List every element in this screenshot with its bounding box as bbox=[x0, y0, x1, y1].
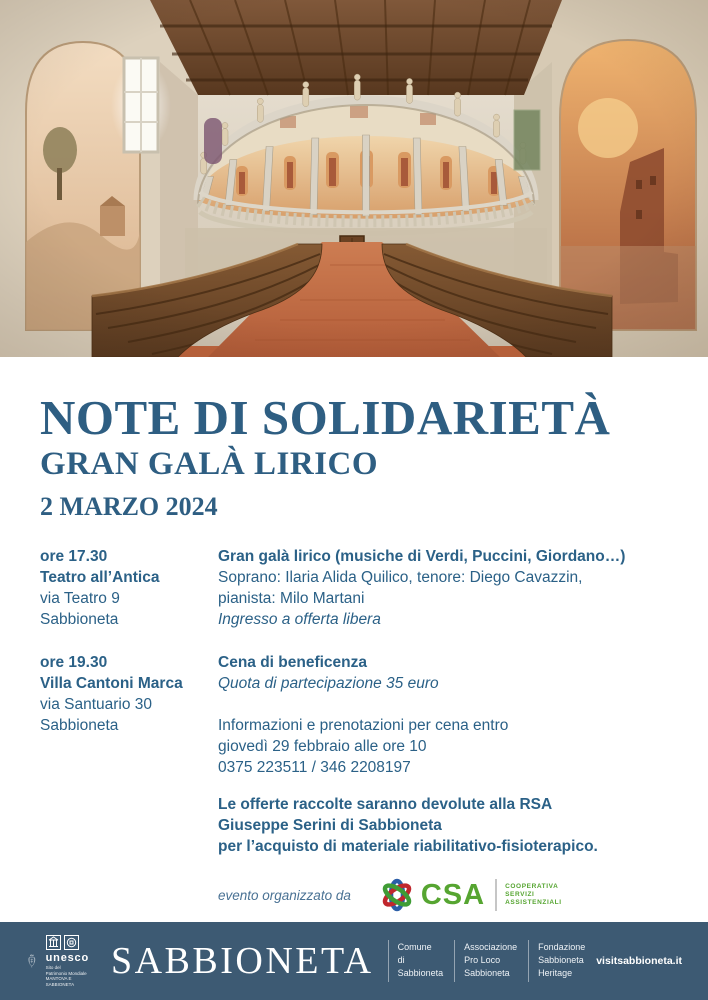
website-url: visitsabbioneta.it bbox=[596, 955, 682, 967]
csa-logo bbox=[379, 877, 562, 913]
city-crest-icon bbox=[28, 937, 36, 985]
csa-divider bbox=[495, 879, 497, 911]
event1-desc2: pianista: Milo Martani bbox=[218, 590, 365, 607]
theater-photo-illustration bbox=[0, 0, 708, 357]
org-proloco: Associazione Pro Loco Sabbioneta bbox=[454, 940, 528, 982]
organizer-row bbox=[218, 877, 680, 913]
event1-detail-block bbox=[218, 546, 680, 630]
org-fondazione: Fondazione Sabbioneta Heritage bbox=[528, 940, 596, 982]
page-subtitle: GRAN GALÀ LIRICO bbox=[40, 446, 379, 482]
event2-time: ore 19.30 bbox=[40, 654, 108, 671]
donation-line-1: Le offerte raccolte saranno devolute alla RSA bbox=[218, 796, 553, 813]
unesco-wordmark: unesco bbox=[45, 952, 89, 964]
organizer-label: evento organizzato da bbox=[218, 887, 351, 903]
org-comune: Comune di Sabbioneta bbox=[388, 940, 455, 982]
info-line-3: 0375 223511 / 346 2208197 bbox=[218, 759, 411, 776]
csa-sphere-icon bbox=[379, 877, 415, 913]
info-line-1: Informazioni e prenotazioni per cena entro bbox=[218, 717, 509, 734]
world-heritage-icon bbox=[64, 935, 79, 950]
event2-address: via Santuario 30 bbox=[40, 696, 153, 713]
event1-desc1: Soprano: Ilaria Alida Quilico, tenore: Diego Cavazzin, bbox=[218, 569, 583, 586]
info-line-2: giovedì 29 febbraio alle ore 10 bbox=[218, 738, 427, 755]
donation-line-2: Giuseppe Serini di Sabbioneta bbox=[218, 817, 442, 834]
event1-city: Sabbioneta bbox=[40, 611, 119, 628]
donation-line-3: per l’acquisto di materiale riabilitativo-fisioterapico. bbox=[218, 838, 598, 855]
event2-city: Sabbioneta bbox=[40, 717, 119, 734]
unesco-block bbox=[46, 935, 89, 987]
event2-detail-block bbox=[218, 652, 680, 778]
theater-photo bbox=[0, 0, 708, 357]
event-grid bbox=[40, 546, 680, 778]
footer-organizations bbox=[388, 940, 597, 982]
page-title: NOTE DI SOLIDARIETÀ bbox=[40, 390, 611, 445]
csa-subtitle: COOPERATIVA SERVIZI ASSISTENZIALI bbox=[505, 883, 562, 906]
event1-venue: Teatro all’Antica bbox=[40, 569, 160, 586]
event1-time: ore 17.30 bbox=[40, 548, 108, 565]
unesco-designation: Sito del Patrimonio Mondiale MANTOVA E SABBIONETA bbox=[45, 965, 87, 987]
event2-note: Quota di partecipazione 35 euro bbox=[218, 675, 439, 692]
event2-title: Cena di beneficenza bbox=[218, 654, 368, 671]
event1-note: Ingresso a offerta libera bbox=[218, 611, 381, 628]
unesco-temple-icon bbox=[46, 935, 61, 950]
event1-address: via Teatro 9 bbox=[40, 590, 120, 607]
event2-venue-block bbox=[40, 652, 218, 778]
footer-band bbox=[0, 922, 708, 1000]
csa-wordmark: CSA bbox=[420, 878, 486, 911]
event2-venue: Villa Cantoni Marca bbox=[40, 675, 183, 692]
event1-venue-block bbox=[40, 546, 218, 630]
event-date: 2 MARZO 2024 bbox=[40, 492, 218, 521]
donation-text bbox=[218, 794, 680, 857]
event1-title: Gran galà lirico (musiche di Verdi, Puccini, Giordano…) bbox=[218, 548, 626, 565]
sabbioneta-wordmark: SABBIONETA bbox=[110, 940, 374, 982]
poster-content bbox=[40, 357, 680, 913]
